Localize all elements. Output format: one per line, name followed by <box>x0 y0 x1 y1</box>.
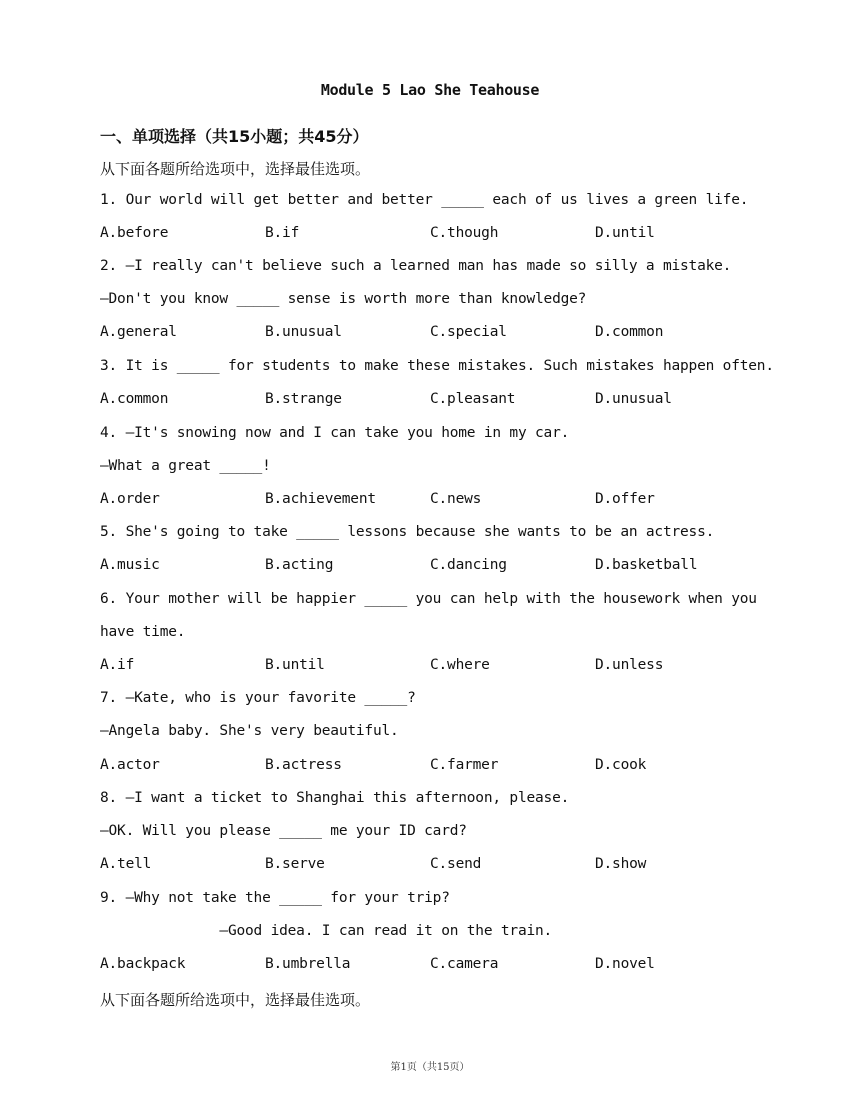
question-5-line-1: 5. She's going to take _____ lessons because she wants to be an actress. <box>100 524 715 540</box>
option-d: D.basketball <box>595 557 698 573</box>
question-7-options <box>100 757 780 777</box>
question-9-line-2: —Good idea. I can read it on the train. <box>100 923 553 939</box>
option-b: B.unusual <box>265 324 342 340</box>
question-4-options <box>100 491 780 511</box>
option-a: A.order <box>100 491 160 507</box>
option-d: D.unless <box>595 657 664 673</box>
question-2-options <box>100 324 780 344</box>
option-a: A.tell <box>100 856 152 872</box>
option-c: C.pleasant <box>430 391 516 407</box>
option-a: A.before <box>100 225 169 241</box>
question-3-options <box>100 391 780 411</box>
option-d: D.novel <box>595 956 655 972</box>
option-b: B.if <box>265 225 300 241</box>
option-c: C.send <box>430 856 482 872</box>
page-footer: 第1页（共15页） <box>390 1062 470 1073</box>
option-c: C.news <box>430 491 482 507</box>
question-6-options <box>100 657 780 677</box>
option-c: C.camera <box>430 956 499 972</box>
option-b: B.actress <box>265 757 342 773</box>
question-6-line-2: have time. <box>100 624 186 640</box>
question-9-line-1: 9. —Why not take the _____ for your trip? <box>100 890 450 906</box>
option-a: A.backpack <box>100 956 186 972</box>
option-a: A.actor <box>100 757 160 773</box>
option-c: C.farmer <box>430 757 499 773</box>
question-1-options <box>100 225 780 245</box>
question-5-options <box>100 557 780 577</box>
option-b: B.serve <box>265 856 325 872</box>
page-title: Module 5 Lao She Teahouse <box>320 81 540 99</box>
question-4-line-2: —What a great _____! <box>100 458 271 474</box>
question-8-options <box>100 856 780 876</box>
question-7-line-2: —Angela baby. She's very beautiful. <box>100 723 399 739</box>
option-a: A.music <box>100 557 160 573</box>
option-a: A.general <box>100 324 177 340</box>
option-d: D.offer <box>595 491 655 507</box>
question-3-line-1: 3. It is _____ for students to make these mistakes. Such mistakes happen often. <box>100 358 774 374</box>
question-1-line-1: 1. Our world will get better and better _____ each of us lives a green life. <box>100 192 749 208</box>
option-b: B.strange <box>265 391 342 407</box>
instruction-text-2: 从下面各题所给选项中，选择最佳选项。 <box>100 991 371 1009</box>
option-c: C.dancing <box>430 557 507 573</box>
question-8-line-2: —OK. Will you please _____ me your ID card? <box>100 823 467 839</box>
instruction-text: 从下面各题所给选项中，选择最佳选项。 <box>100 160 371 178</box>
question-2-line-1: 2. —I really can't believe such a learned man has made so silly a mistake. <box>100 258 732 274</box>
option-b: B.achievement <box>265 491 376 507</box>
option-d: D.unusual <box>595 391 672 407</box>
question-9-options <box>100 956 780 976</box>
option-c: C.special <box>430 324 507 340</box>
question-4-line-1: 4. —It's snowing now and I can take you home in my car. <box>100 425 570 441</box>
option-c: C.though <box>430 225 499 241</box>
question-8-line-1: 8. —I want a ticket to Shanghai this afternoon, please. <box>100 790 570 806</box>
option-b: B.until <box>265 657 325 673</box>
option-d: D.cook <box>595 757 647 773</box>
question-6-line-1: 6. Your mother will be happier _____ you can help with the housework when you <box>100 591 757 607</box>
option-d: D.show <box>595 856 647 872</box>
option-b: B.umbrella <box>265 956 351 972</box>
option-d: D.common <box>595 324 664 340</box>
question-7-line-1: 7. —Kate, who is your favorite _____? <box>100 690 416 706</box>
option-a: A.if <box>100 657 135 673</box>
option-c: C.where <box>430 657 490 673</box>
section-heading: 一、单项选择（共15小题；共45分） <box>100 127 369 146</box>
option-b: B.acting <box>265 557 334 573</box>
question-2-line-2: —Don't you know _____ sense is worth more than knowledge? <box>100 291 587 307</box>
option-a: A.common <box>100 391 169 407</box>
option-d: D.until <box>595 225 655 241</box>
